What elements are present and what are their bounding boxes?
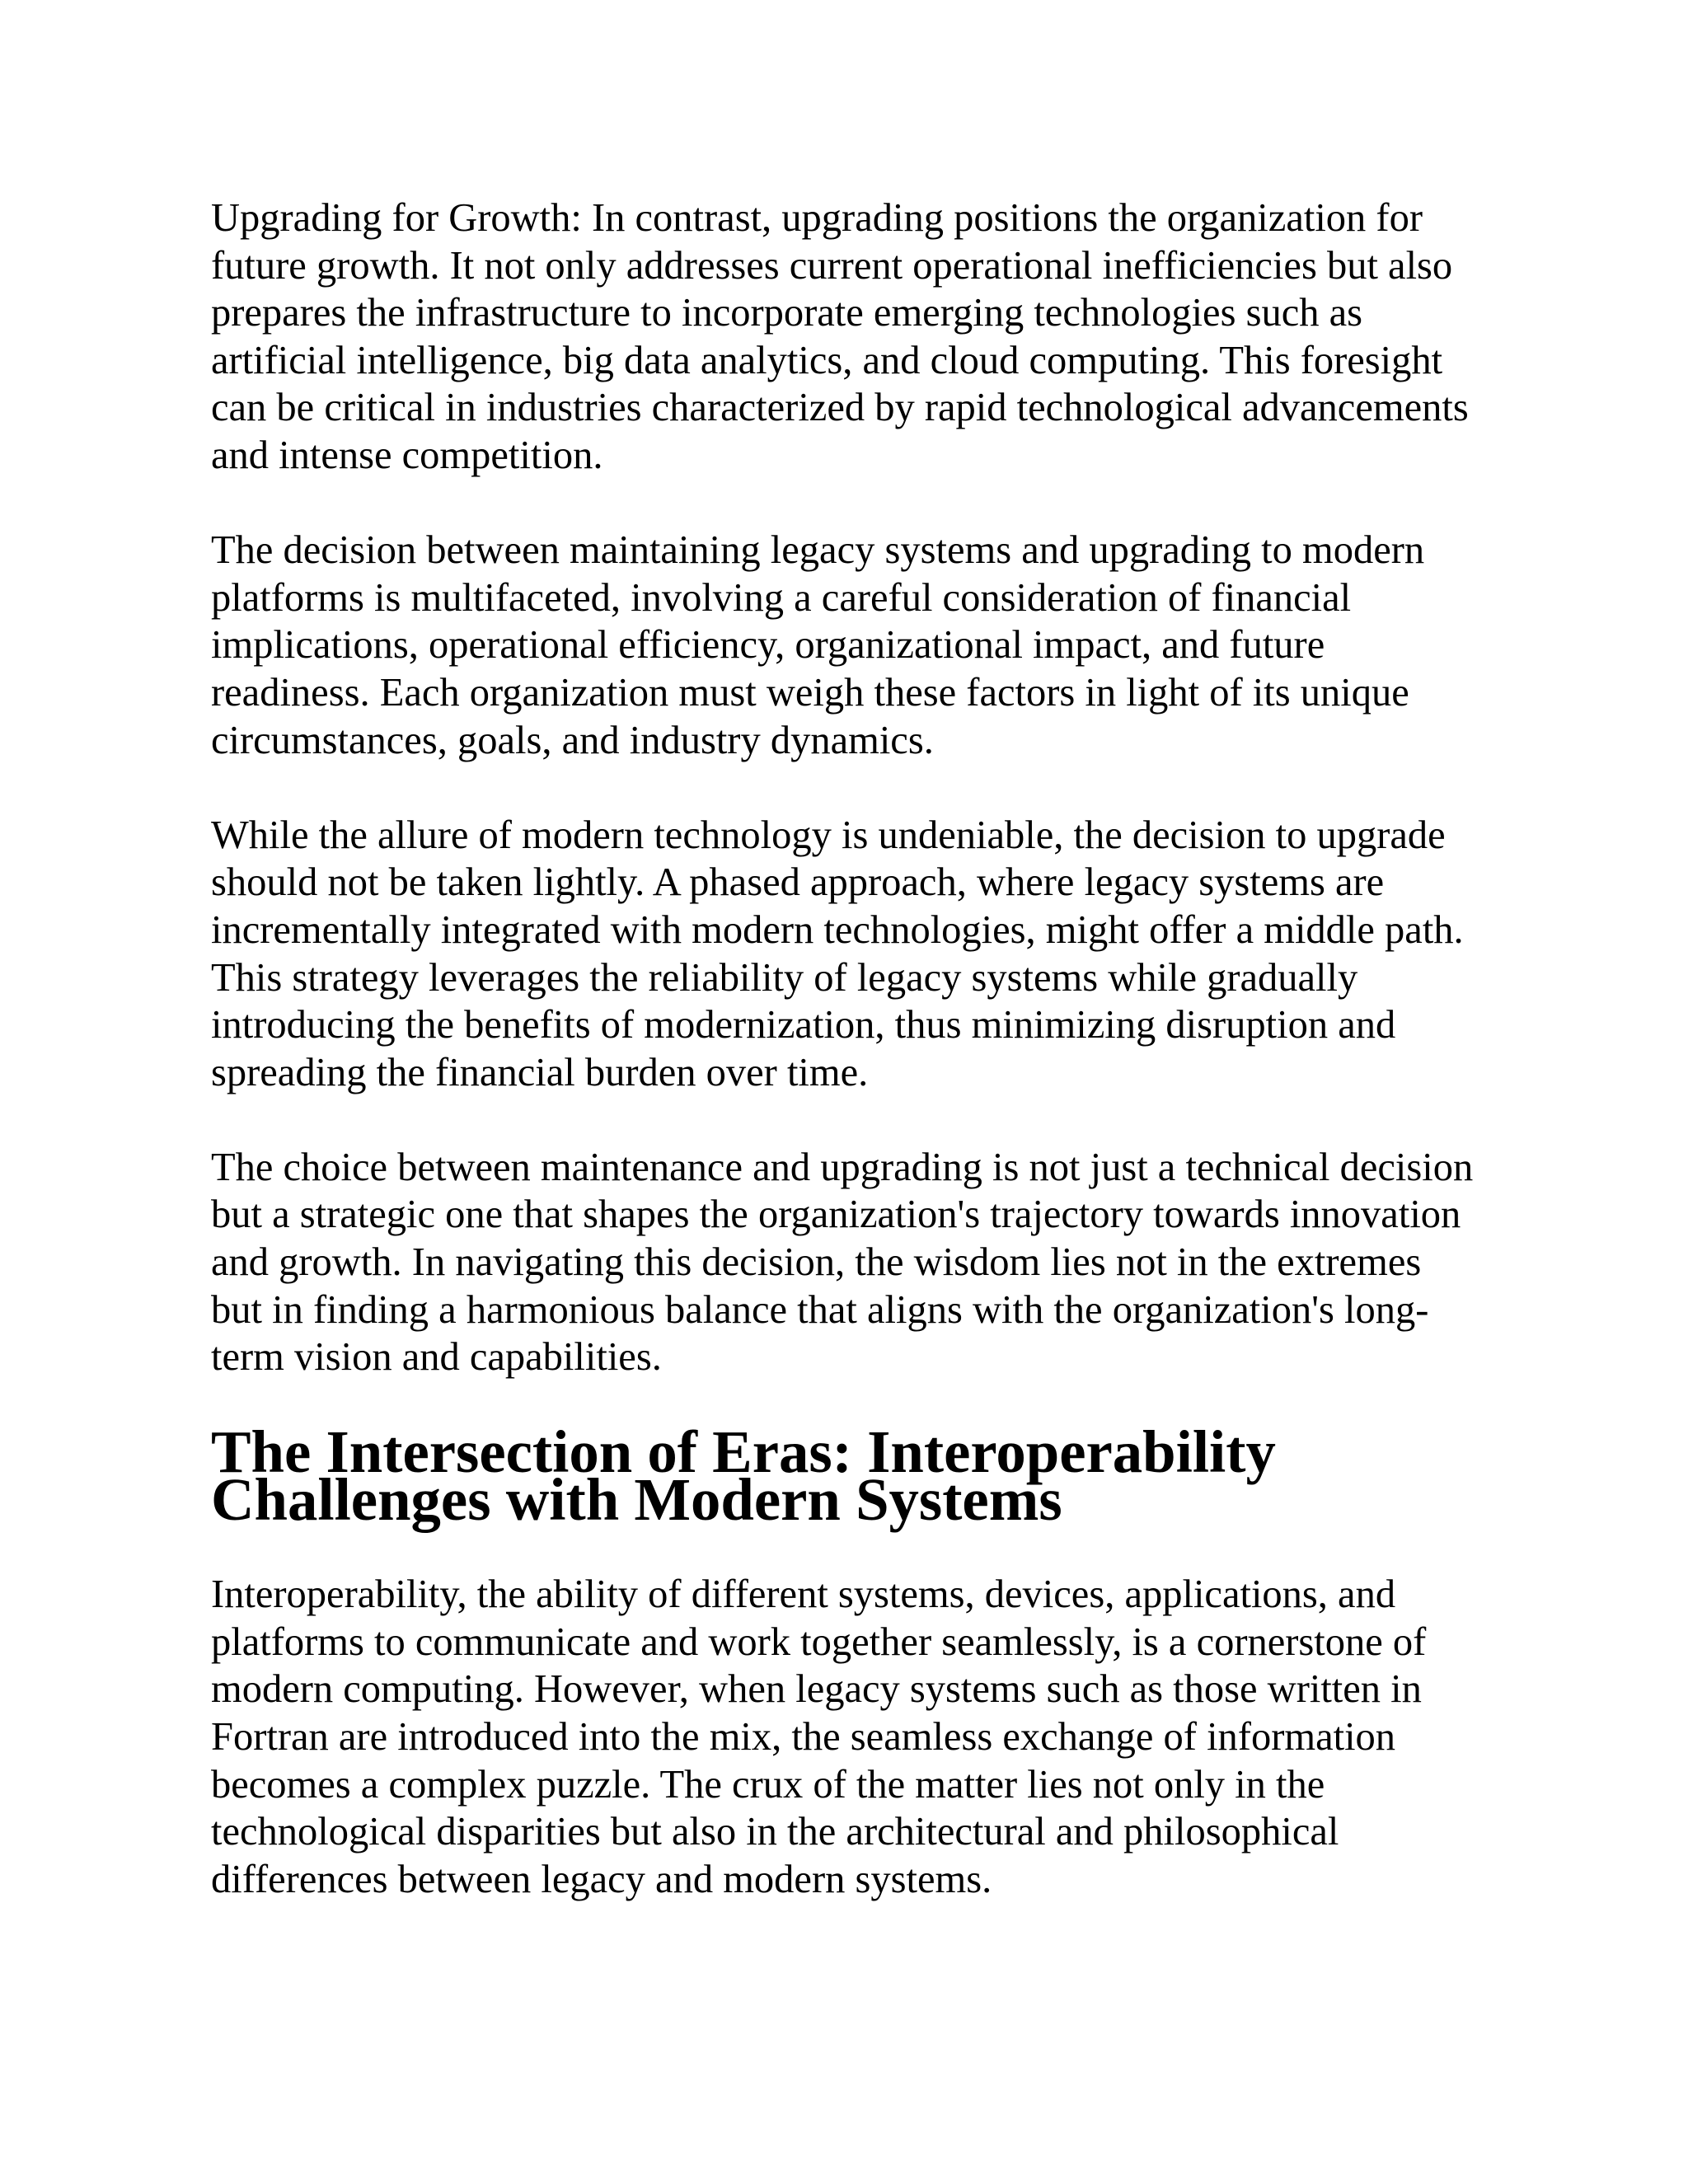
document-body bbox=[211, 194, 1477, 1951]
paragraph-upgrading-for-growth: Upgrading for Growth: In contrast, upgrading positions the organization for future growth. It not only addresses current operational inefficiencies but also prepares the infrastructure to incorporate emerging technologies such as artificial intelligence, big data analytics, and cloud computing. This foresight can be critical in industries characterized by rapid technological advancements and intense competition. bbox=[211, 196, 1469, 477]
paragraph-decision-multifaceted: The decision between maintaining legacy systems and upgrading to modern platforms is multifaceted, involving a careful consideration of financial implications, operational efficiency, organizational impact, and future readiness. Each organization must weigh these factors in light of its unique circumstances, goals, and industry dynamics. bbox=[211, 528, 1425, 762]
paragraph-strategic-choice: The choice between maintenance and upgrading is not just a technical decision but a strategic one that shapes the organization's trajectory towards innovation and growth. In navigating this decision, the wisdom lies not in the extremes but in finding a harmonious balance that aligns with the organization's long-term vision and capabilities. bbox=[211, 1145, 1474, 1380]
paragraph-interoperability-definition: Interoperability, the ability of different systems, devices, applications, and platforms to communicate and work together seamlessly, is a cornerstone of modern computing. However, when legacy systems such as those written in Fortran are introduced into the mix, the seamless exchange of information becomes a complex puzzle. The crux of the matter lies not only in the technological disparities but also in the architectural and philosophical differences between legacy and modern systems. bbox=[211, 1572, 1427, 1901]
section-heading-interoperability: The Intersection of Eras: Interoperability Challenges with Modern Systems bbox=[211, 1418, 1276, 1534]
paragraph-phased-approach: While the allure of modern technology is undeniable, the decision to upgrade should not be taken lightly. A phased approach, where legacy systems are incrementally integrated with modern technologies, might offer a middle path. This strategy leverages the reliability of legacy systems while gradually introducing the benefits of modernization, thus minimizing disruption and spreading the financial burden over time. bbox=[211, 813, 1464, 1094]
